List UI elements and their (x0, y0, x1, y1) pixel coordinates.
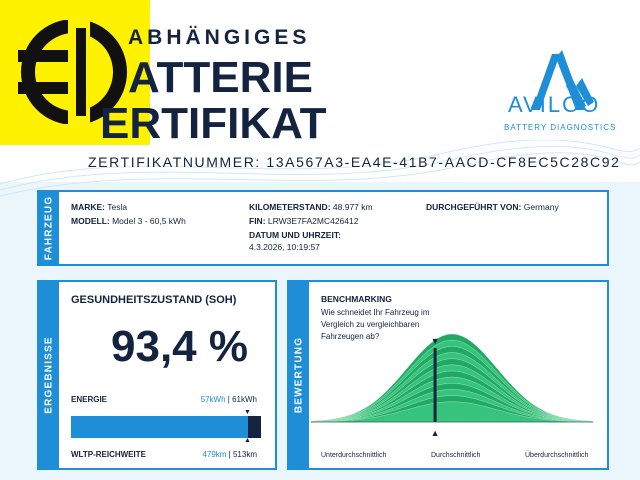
soh-marker-top-icon: ▼ (244, 409, 251, 416)
model-field (71, 216, 186, 226)
wltp-nominal: 513km (232, 450, 257, 459)
wltp-current: 479km (202, 450, 227, 459)
soh-label: GESUNDHEITSZUSTAND (SOH) (71, 294, 237, 306)
model-label: MODELL: (71, 216, 110, 226)
wltp-values (202, 450, 257, 459)
certificate-number: ZERTIFIKATNUMMER: 13A567A3-EA4E-41B7-AACD-CF8EC5C28C92 (88, 154, 621, 170)
energy-separator: | (225, 395, 233, 404)
rating-tab (289, 282, 309, 468)
wltp-separator: | (226, 450, 233, 459)
rating-tab-label: BEWERTUNG (293, 336, 305, 414)
energy-nominal: 61kWh (232, 395, 257, 404)
benchmark-question: Wie schneidet Ihr Fahrzeug im Vergleich zu vergleichbaren Fahrzeugen ab? (321, 308, 430, 341)
vehicle-tab (39, 192, 59, 264)
odometer-label: KILOMETERSTAND: (249, 202, 331, 212)
brand-name: AVILOO (508, 92, 601, 117)
make-field (71, 202, 127, 212)
vehicle-tab-label: FAHRZEUG (43, 195, 55, 261)
title-line-3: ERTIFIKAT (100, 99, 327, 148)
vehicle-panel (37, 190, 609, 266)
make-label: MARKE: (71, 202, 105, 212)
vin-label: FIN: (249, 216, 266, 226)
soh-bar-track (71, 416, 261, 438)
aviloo-mountain-icon (500, 26, 620, 136)
soh-marker-bottom-icon: ▲ (244, 437, 251, 444)
datetime-value: 4.3.2026, 10:19:57 (249, 242, 320, 252)
title-line-2: ATTERIE (128, 53, 313, 102)
average-label: Durchschnittlich (431, 452, 481, 459)
below-average-label: Unterdurchschnittlich (321, 452, 387, 459)
vin-value: LRW3E7FA2MC426412 (267, 216, 359, 226)
performed-by-value: Germany (523, 202, 559, 212)
rating-panel (287, 280, 609, 470)
benchmark-marker-bottom-icon: ▲ (430, 428, 440, 438)
benchmark-title: BENCHMARKING (321, 294, 392, 304)
certificate-header (0, 0, 640, 182)
datetime-label: DATUM UND UHRZEIT: (249, 230, 341, 240)
wltp-label: WLTP-REICHWEITE (71, 450, 146, 459)
performed-by-label: DURCHGEFÜHRT VON: (426, 202, 522, 212)
energy-values (201, 395, 257, 404)
vin-field (249, 216, 358, 226)
results-tab-label: ERGEBNISSE (43, 336, 55, 414)
odometer-field (249, 202, 373, 212)
soh-value: 93,4 % (111, 322, 248, 371)
model-value: Model 3 - 60,5 kWh (112, 216, 186, 226)
results-tab (39, 282, 59, 468)
results-panel (37, 280, 277, 470)
performed-by-field (426, 202, 559, 212)
brand-subtitle: BATTERY DIAGNOSTICS (504, 123, 617, 132)
energy-label: ENERGIE (71, 395, 108, 404)
above-average-label: Überdurchschnittlich (525, 452, 589, 459)
make-value: Tesla (107, 202, 128, 212)
energy-current: 57kWh (200, 395, 226, 404)
odometer-value: 48.977 km (332, 202, 373, 212)
title-line-1: ABHÄNGIGES (128, 26, 311, 49)
soh-bar-fill (71, 416, 248, 438)
benchmark-marker-top-icon: ▼ (430, 336, 440, 346)
